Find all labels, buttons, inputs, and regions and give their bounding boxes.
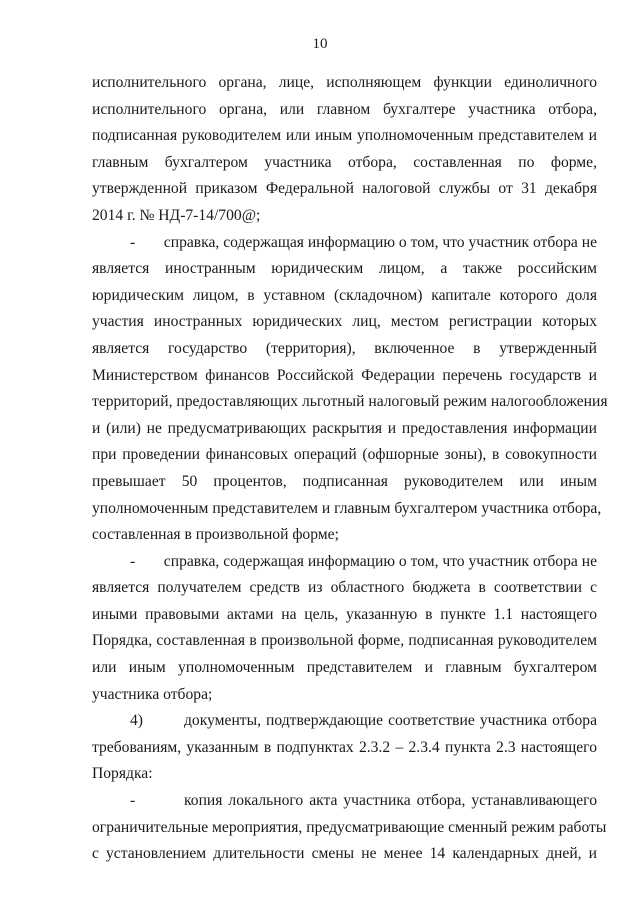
text-line: является получателем средств из областного бюджета в соответствии с <box>92 579 597 597</box>
text-line: юридическим лицом, в уставном (складочном) капитале которого доля <box>92 286 597 304</box>
text-line: справка, содержащая информацию о том, что участник отбора не <box>163 552 597 570</box>
text-line: исполнительного органа, лице, исполняющем функции единоличного <box>92 74 597 91</box>
text-line: исполнительного органа, или главном бухгалтере участника отбора, <box>92 100 597 118</box>
text-line: является государство (территория), включенное в утвержденный <box>92 339 597 357</box>
text-line: копия локального акта участника отбора, устанавливающего <box>184 792 597 810</box>
text-line: главным бухгалтером участника отбора, составленная по форме, <box>92 153 597 171</box>
list-marker: - <box>130 792 136 810</box>
paragraph-first-line <box>92 549 597 576</box>
paragraph-continuation <box>92 70 597 230</box>
text-line: территорий, предоставляющих льготный налоговый режим налогообложения <box>92 393 608 411</box>
text-line: документы, подтверждающие соответствие участника отбора <box>184 712 597 730</box>
text-line: справка, содержащая информацию о том, что участник отбора не <box>163 233 597 251</box>
text-line: иными правовыми актами на цель, указанную в пункте 1.1 настоящего <box>92 605 597 623</box>
text-line: участия иностранных юридических лиц, местом регистрации которых <box>92 313 597 331</box>
paragraph-bullet <box>92 230 608 549</box>
paragraph-first-line <box>92 788 597 815</box>
text-line: 2014 г. № НД-7-14/700@; <box>92 206 261 224</box>
text-line: участника отбора; <box>92 685 213 703</box>
paragraph-numbered <box>92 708 597 788</box>
list-marker: - <box>130 233 136 251</box>
page-number: 10 <box>312 36 328 52</box>
paragraph-first-line <box>92 708 597 735</box>
paragraph-bullet <box>92 788 607 868</box>
text-line: и (или) не предусматривающих раскрытия и предоставления информации <box>92 419 597 437</box>
text-line: или иным уполномоченным представителем и главным бухгалтером <box>92 659 597 677</box>
text-line: подписанная руководителем или иным уполномоченным представителем и <box>92 127 597 145</box>
list-marker: 4) <box>130 712 143 730</box>
text-line: является иностранным юридическим лицом, а также российским <box>92 260 597 278</box>
text-line: при проведении финансовых операций (офшорные зоны), в совокупности <box>92 446 597 464</box>
text-line: Порядка: <box>92 765 153 783</box>
text-line: Порядка, составленная в произвольной форме, подписанная руководителем <box>92 632 597 650</box>
document-body <box>92 70 608 868</box>
text-line: утвержденной приказом Федеральной налоговой службы от 31 декабря <box>92 180 597 198</box>
paragraph-first-line <box>92 230 597 257</box>
text-line: требованиям, указанным в подпунктах 2.3.2 – 2.3.4 пункта 2.3 настоящего <box>92 738 597 756</box>
text-line: с установлением длительности смены не менее 14 календарных дней, и <box>92 845 597 863</box>
text-line: ограничительные мероприятия, предусматривающие сменный режим работы <box>92 818 607 836</box>
text-line: превышает 50 процентов, подписанная руководителем или иным <box>92 472 597 490</box>
paragraph-bullet <box>92 549 597 709</box>
list-marker: - <box>130 552 136 570</box>
text-line: составленная в произвольной форме; <box>92 526 339 544</box>
text-line: Министерством финансов Российской Федерации перечень государств и <box>92 366 597 384</box>
text-line: уполномоченным представителем и главным бухгалтером участника отбора, <box>92 499 602 517</box>
